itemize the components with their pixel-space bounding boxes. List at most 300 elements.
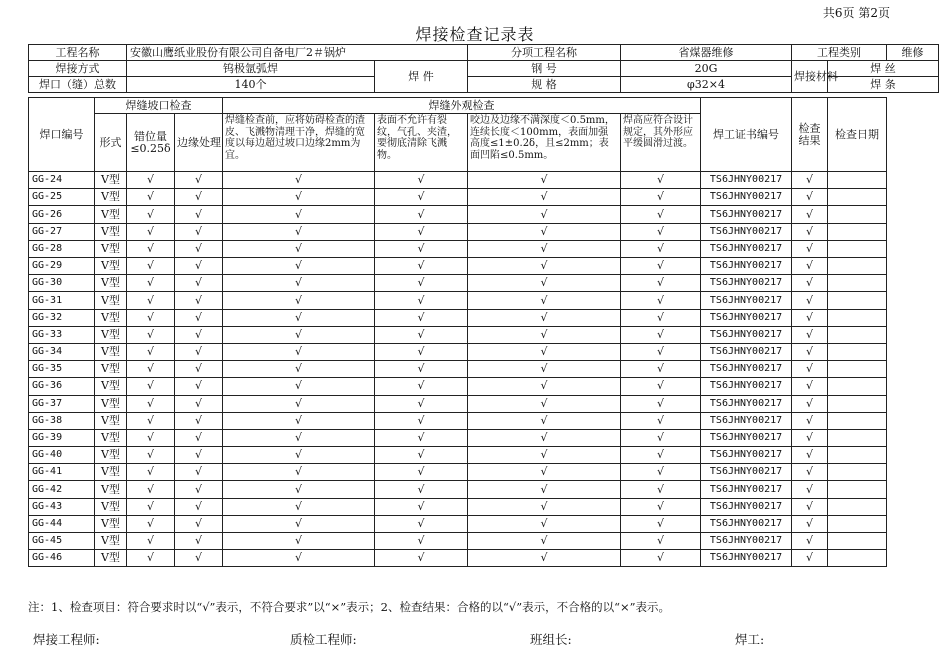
undercut-check: √	[468, 309, 621, 326]
surface-check: √	[375, 481, 468, 498]
clean-check: √	[223, 240, 375, 257]
welder-cert-cell: TS6JHNY00217	[701, 481, 792, 498]
form-cell: V型	[95, 498, 127, 515]
form-cell: V型	[95, 343, 127, 360]
height-check: √	[621, 189, 701, 206]
table-row	[29, 464, 939, 481]
sub-project-label: 分项工程名称	[468, 45, 621, 61]
edge-check: √	[175, 481, 223, 498]
material-label: 焊接材料	[792, 61, 828, 93]
surface-check: √	[375, 378, 468, 395]
table-row	[29, 550, 939, 567]
welder-cert-cell: TS6JHNY00217	[701, 326, 792, 343]
col-joint-no: 焊口编号	[29, 98, 95, 172]
result-check: √	[792, 223, 828, 240]
table-row	[29, 189, 939, 206]
misalign-check: √	[127, 172, 175, 189]
form-cell: V型	[95, 464, 127, 481]
height-check: √	[621, 275, 701, 292]
misalign-check: √	[127, 533, 175, 550]
misalign-check: √	[127, 498, 175, 515]
edge-check: √	[175, 533, 223, 550]
date-cell	[828, 223, 887, 240]
height-check: √	[621, 258, 701, 275]
clean-check: √	[223, 429, 375, 446]
form-cell: V型	[95, 258, 127, 275]
misalign-check: √	[127, 223, 175, 240]
result-check: √	[792, 275, 828, 292]
joint-no-cell: GG-45	[29, 533, 95, 550]
height-check: √	[621, 550, 701, 567]
project-type-label: 工程类别	[792, 45, 887, 61]
welder-cert-cell: TS6JHNY00217	[701, 498, 792, 515]
clean-check: √	[223, 326, 375, 343]
welder-cert-cell: TS6JHNY00217	[701, 447, 792, 464]
col-form: 形式	[95, 114, 127, 172]
clean-check: √	[223, 223, 375, 240]
result-check: √	[792, 447, 828, 464]
height-check: √	[621, 533, 701, 550]
joint-no-cell: GG-42	[29, 481, 95, 498]
col-surface-req: 表面不允许有裂纹，气孔、夹渣，要彻底清除飞溅物。	[375, 114, 468, 172]
surface-check: √	[375, 223, 468, 240]
height-check: √	[621, 395, 701, 412]
table-row	[29, 206, 939, 223]
height-check: √	[621, 447, 701, 464]
form-cell: V型	[95, 550, 127, 567]
result-check: √	[792, 378, 828, 395]
edge-check: √	[175, 189, 223, 206]
wire-label: 焊 丝	[828, 61, 939, 77]
welder-cert-cell: TS6JHNY00217	[701, 240, 792, 257]
height-check: √	[621, 343, 701, 360]
table-row	[29, 498, 939, 515]
form-cell: V型	[95, 447, 127, 464]
steel-label: 钢 号	[468, 61, 621, 77]
misalign-check: √	[127, 515, 175, 532]
height-check: √	[621, 292, 701, 309]
project-name-label: 工程名称	[29, 45, 127, 61]
edge-check: √	[175, 464, 223, 481]
joint-no-cell: GG-30	[29, 275, 95, 292]
joint-no-cell: GG-31	[29, 292, 95, 309]
edge-check: √	[175, 292, 223, 309]
edge-check: √	[175, 326, 223, 343]
edge-check: √	[175, 412, 223, 429]
height-check: √	[621, 498, 701, 515]
clean-check: √	[223, 172, 375, 189]
joint-no-cell: GG-44	[29, 515, 95, 532]
undercut-check: √	[468, 206, 621, 223]
clean-check: √	[223, 378, 375, 395]
result-check: √	[792, 412, 828, 429]
surface-check: √	[375, 326, 468, 343]
welder-cert-cell: TS6JHNY00217	[701, 206, 792, 223]
welder-cert-cell: TS6JHNY00217	[701, 464, 792, 481]
joint-no-cell: GG-26	[29, 206, 95, 223]
undercut-check: √	[468, 412, 621, 429]
result-check: √	[792, 429, 828, 446]
date-cell	[828, 481, 887, 498]
misalign-check: √	[127, 275, 175, 292]
undercut-check: √	[468, 395, 621, 412]
form-cell: V型	[95, 275, 127, 292]
date-cell	[828, 326, 887, 343]
surface-check: √	[375, 533, 468, 550]
undercut-check: √	[468, 223, 621, 240]
welder-cert-cell: TS6JHNY00217	[701, 533, 792, 550]
joint-no-cell: GG-38	[29, 412, 95, 429]
col-undercut-req: 咬边及边缘不满深度＜0.5mm，连续长度＜100mm，表面加强高度≤1±0.2δ，且≤2mm；表面凹陷≤0.5mm。	[468, 114, 621, 172]
form-cell: V型	[95, 292, 127, 309]
welder-cert-cell: TS6JHNY00217	[701, 292, 792, 309]
undercut-check: √	[468, 275, 621, 292]
form-cell: V型	[95, 533, 127, 550]
surface-check: √	[375, 292, 468, 309]
col-misalign: 错位量≤0.25δ	[127, 114, 175, 172]
col-clean-req: 焊缝检查前，应将妨碍检查的渣皮、飞溅物清理干净，焊缝的宽度以每边超过坡口边缘2mm为宜。	[223, 114, 375, 172]
misalign-check: √	[127, 240, 175, 257]
clean-check: √	[223, 533, 375, 550]
result-check: √	[792, 395, 828, 412]
table-row	[29, 412, 939, 429]
col-height-req: 焊高应符合设计规定，其外形应平缓圆滑过渡。	[621, 114, 701, 172]
form-cell: V型	[95, 326, 127, 343]
undercut-check: √	[468, 343, 621, 360]
form-cell: V型	[95, 206, 127, 223]
joint-no-cell: GG-46	[29, 550, 95, 567]
joint-no-cell: GG-43	[29, 498, 95, 515]
misalign-check: √	[127, 326, 175, 343]
misalign-check: √	[127, 464, 175, 481]
date-cell	[828, 515, 887, 532]
table-row	[29, 533, 939, 550]
form-cell: V型	[95, 309, 127, 326]
result-check: √	[792, 515, 828, 532]
clean-check: √	[223, 275, 375, 292]
height-check: √	[621, 206, 701, 223]
date-cell	[828, 550, 887, 567]
welding-engineer-signature: 焊接工程师:	[33, 632, 100, 647]
date-cell	[828, 292, 887, 309]
welder-cert-cell: TS6JHNY00217	[701, 223, 792, 240]
team-leader-signature: 班组长:	[530, 632, 572, 647]
joint-no-cell: GG-41	[29, 464, 95, 481]
surface-check: √	[375, 309, 468, 326]
joint-no-cell: GG-24	[29, 172, 95, 189]
result-check: √	[792, 206, 828, 223]
height-check: √	[621, 412, 701, 429]
edge-check: √	[175, 343, 223, 360]
welder-cert-cell: TS6JHNY00217	[701, 343, 792, 360]
misalign-check: √	[127, 206, 175, 223]
surface-check: √	[375, 429, 468, 446]
height-check: √	[621, 515, 701, 532]
welder-cert-cell: TS6JHNY00217	[701, 378, 792, 395]
clean-check: √	[223, 481, 375, 498]
clean-check: √	[223, 343, 375, 360]
welder-cert-cell: TS6JHNY00217	[701, 275, 792, 292]
edge-check: √	[175, 378, 223, 395]
form-cell: V型	[95, 515, 127, 532]
welder-cert-cell: TS6JHNY00217	[701, 189, 792, 206]
welder-cert-cell: TS6JHNY00217	[701, 361, 792, 378]
surface-check: √	[375, 240, 468, 257]
misalign-check: √	[127, 258, 175, 275]
date-cell	[828, 172, 887, 189]
misalign-check: √	[127, 395, 175, 412]
undercut-check: √	[468, 481, 621, 498]
rod-label: 焊 条	[828, 77, 939, 93]
surface-check: √	[375, 464, 468, 481]
misalign-check: √	[127, 481, 175, 498]
table-row	[29, 275, 939, 292]
clean-check: √	[223, 189, 375, 206]
welder-cert-cell: TS6JHNY00217	[701, 258, 792, 275]
result-check: √	[792, 189, 828, 206]
date-cell	[828, 429, 887, 446]
date-cell	[828, 464, 887, 481]
sub-project-value: 省煤器维修	[621, 45, 792, 61]
height-check: √	[621, 464, 701, 481]
result-check: √	[792, 309, 828, 326]
form-cell: V型	[95, 223, 127, 240]
form-cell: V型	[95, 481, 127, 498]
edge-check: √	[175, 206, 223, 223]
edge-check: √	[175, 429, 223, 446]
form-cell: V型	[95, 412, 127, 429]
table-row	[29, 343, 939, 360]
footnote: 注：1、检查项目：符合要求时以“√”表示，不符合要求”以“×”表示；2、检查结果：合格的以“√”表示，不合格的以“×”表示。	[28, 600, 670, 614]
weldment-label: 焊 件	[375, 61, 468, 93]
undercut-check: √	[468, 498, 621, 515]
date-cell	[828, 533, 887, 550]
welder-cert-cell: TS6JHNY00217	[701, 172, 792, 189]
joint-no-cell: GG-29	[29, 258, 95, 275]
height-check: √	[621, 361, 701, 378]
surface-check: √	[375, 206, 468, 223]
undercut-check: √	[468, 189, 621, 206]
date-cell	[828, 309, 887, 326]
undercut-check: √	[468, 515, 621, 532]
welder-cert-cell: TS6JHNY00217	[701, 412, 792, 429]
undercut-check: √	[468, 326, 621, 343]
date-cell	[828, 275, 887, 292]
misalign-check: √	[127, 189, 175, 206]
clean-check: √	[223, 550, 375, 567]
undercut-check: √	[468, 533, 621, 550]
clean-check: √	[223, 395, 375, 412]
joint-no-cell: GG-32	[29, 309, 95, 326]
undercut-check: √	[468, 240, 621, 257]
edge-check: √	[175, 275, 223, 292]
undercut-check: √	[468, 464, 621, 481]
result-check: √	[792, 481, 828, 498]
qc-engineer-signature: 质检工程师:	[290, 632, 357, 647]
col-edge: 边缘处理	[175, 114, 223, 172]
height-check: √	[621, 223, 701, 240]
date-cell	[828, 189, 887, 206]
result-check: √	[792, 550, 828, 567]
table-row	[29, 481, 939, 498]
inspection-table	[28, 97, 939, 567]
result-check: √	[792, 361, 828, 378]
joint-no-cell: GG-28	[29, 240, 95, 257]
misalign-check: √	[127, 447, 175, 464]
date-cell	[828, 240, 887, 257]
edge-check: √	[175, 395, 223, 412]
edge-check: √	[175, 515, 223, 532]
spec-label: 规 格	[468, 77, 621, 93]
surface-check: √	[375, 258, 468, 275]
height-check: √	[621, 326, 701, 343]
table-row	[29, 258, 939, 275]
edge-check: √	[175, 258, 223, 275]
form-cell: V型	[95, 172, 127, 189]
joint-no-cell: GG-40	[29, 447, 95, 464]
table-row	[29, 395, 939, 412]
misalign-check: √	[127, 429, 175, 446]
clean-check: √	[223, 515, 375, 532]
undercut-check: √	[468, 447, 621, 464]
table-row	[29, 292, 939, 309]
form-cell: V型	[95, 429, 127, 446]
welder-cert-cell: TS6JHNY00217	[701, 395, 792, 412]
table-row	[29, 361, 939, 378]
joint-no-cell: GG-39	[29, 429, 95, 446]
welder-cert-cell: TS6JHNY00217	[701, 515, 792, 532]
undercut-check: √	[468, 172, 621, 189]
clean-check: √	[223, 258, 375, 275]
joint-total-value: 140个	[127, 77, 375, 93]
date-cell	[828, 343, 887, 360]
col-appearance-group: 焊缝外观检查	[223, 98, 701, 114]
weld-inspection-table	[28, 44, 939, 93]
form-cell: V型	[95, 189, 127, 206]
clean-check: √	[223, 309, 375, 326]
edge-check: √	[175, 309, 223, 326]
table-row	[29, 326, 939, 343]
date-cell	[828, 498, 887, 515]
result-check: √	[792, 258, 828, 275]
clean-check: √	[223, 361, 375, 378]
result-check: √	[792, 240, 828, 257]
misalign-check: √	[127, 550, 175, 567]
undercut-check: √	[468, 550, 621, 567]
table-row	[29, 172, 939, 189]
clean-check: √	[223, 292, 375, 309]
undercut-check: √	[468, 361, 621, 378]
date-cell	[828, 378, 887, 395]
welder-signature: 焊工:	[735, 632, 765, 647]
surface-check: √	[375, 395, 468, 412]
result-check: √	[792, 343, 828, 360]
table-row	[29, 240, 939, 257]
surface-check: √	[375, 172, 468, 189]
joint-no-cell: GG-33	[29, 326, 95, 343]
surface-check: √	[375, 343, 468, 360]
table-row	[29, 515, 939, 532]
clean-check: √	[223, 206, 375, 223]
edge-check: √	[175, 223, 223, 240]
joint-no-cell: GG-27	[29, 223, 95, 240]
joint-no-cell: GG-37	[29, 395, 95, 412]
table-row	[29, 378, 939, 395]
weld-method-label: 焊接方式	[29, 61, 127, 77]
joint-total-label: 焊口（缝）总数	[29, 77, 127, 93]
welder-cert-cell: TS6JHNY00217	[701, 429, 792, 446]
height-check: √	[621, 240, 701, 257]
form-cell: V型	[95, 395, 127, 412]
table-row	[29, 309, 939, 326]
welder-cert-cell: TS6JHNY00217	[701, 309, 792, 326]
surface-check: √	[375, 189, 468, 206]
height-check: √	[621, 429, 701, 446]
steel-value: 20G	[621, 61, 792, 77]
result-check: √	[792, 533, 828, 550]
page-info: 共6页 第2页	[822, 6, 890, 20]
height-check: √	[621, 172, 701, 189]
result-check: √	[792, 326, 828, 343]
undercut-check: √	[468, 258, 621, 275]
edge-check: √	[175, 240, 223, 257]
table-header	[29, 45, 939, 93]
form-cell: V型	[95, 240, 127, 257]
surface-check: √	[375, 515, 468, 532]
joint-no-cell: GG-35	[29, 361, 95, 378]
col-welder-cert: 焊工证书编号	[701, 98, 792, 172]
height-check: √	[621, 378, 701, 395]
clean-check: √	[223, 447, 375, 464]
date-cell	[828, 361, 887, 378]
col-date: 检查日期	[828, 98, 887, 172]
joint-no-cell: GG-36	[29, 378, 95, 395]
table-row	[29, 223, 939, 240]
joint-no-cell: GG-34	[29, 343, 95, 360]
project-name-value: 安徽山鹰纸业股份有限公司自备电厂2＃锅炉	[127, 45, 468, 61]
undercut-check: √	[468, 378, 621, 395]
undercut-check: √	[468, 292, 621, 309]
col-result: 检查结果	[792, 98, 828, 172]
edge-check: √	[175, 550, 223, 567]
undercut-check: √	[468, 429, 621, 446]
project-type-value: 维修	[887, 45, 939, 61]
col-groove-group: 焊缝坡口检查	[95, 98, 223, 114]
misalign-check: √	[127, 309, 175, 326]
surface-check: √	[375, 275, 468, 292]
surface-check: √	[375, 412, 468, 429]
result-check: √	[792, 292, 828, 309]
height-check: √	[621, 481, 701, 498]
date-cell	[828, 395, 887, 412]
edge-check: √	[175, 172, 223, 189]
date-cell	[828, 447, 887, 464]
result-check: √	[792, 172, 828, 189]
misalign-check: √	[127, 378, 175, 395]
form-cell: V型	[95, 361, 127, 378]
misalign-check: √	[127, 361, 175, 378]
clean-check: √	[223, 412, 375, 429]
result-check: √	[792, 464, 828, 481]
document-title: 焊接检查记录表	[415, 25, 535, 44]
welder-cert-cell: TS6JHNY00217	[701, 550, 792, 567]
clean-check: √	[223, 464, 375, 481]
table-row	[29, 447, 939, 464]
date-cell	[828, 412, 887, 429]
edge-check: √	[175, 447, 223, 464]
misalign-check: √	[127, 292, 175, 309]
surface-check: √	[375, 498, 468, 515]
